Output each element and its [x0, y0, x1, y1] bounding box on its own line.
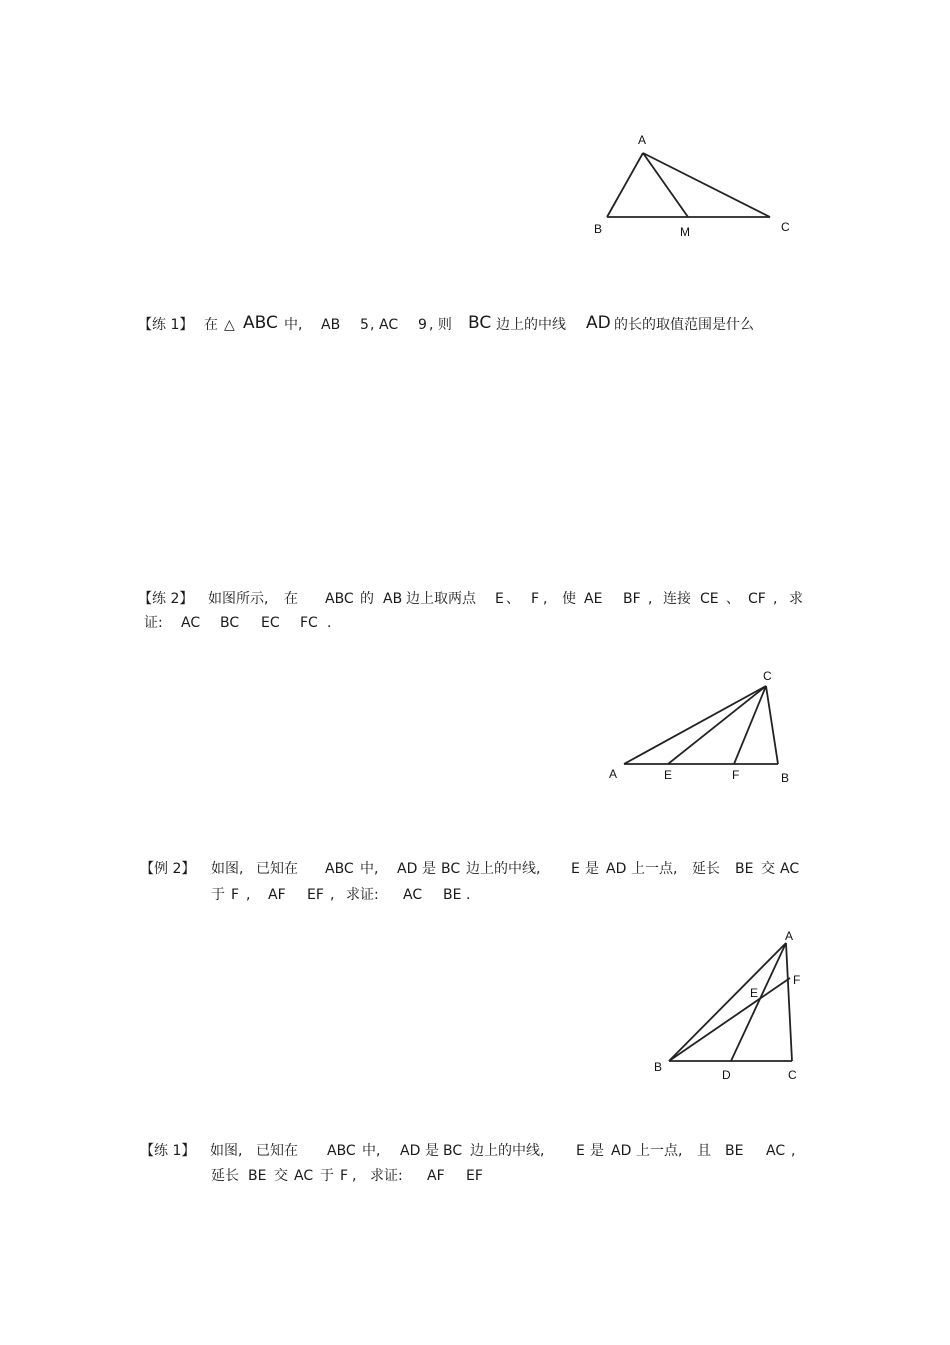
math-ac: AC: [780, 861, 800, 877]
text: 延长: [692, 861, 720, 877]
text: 边上取两点: [406, 591, 476, 607]
math-ad: AD: [606, 861, 627, 877]
math-f: F: [231, 887, 240, 903]
figure-triangle-abc-median: [645, 925, 815, 1085]
math-ad: AD: [397, 861, 418, 877]
text: 求: [789, 591, 803, 607]
segment-bc: [766, 686, 778, 764]
text: 交: [761, 861, 775, 877]
math-ab: AB: [321, 317, 341, 333]
problem-tag: 【例 2】: [140, 861, 196, 877]
problem-tag: 【练 1】: [138, 317, 194, 333]
label-e: E: [750, 986, 759, 1000]
text: 如图,: [211, 861, 244, 877]
text: ,: [246, 887, 251, 903]
math-bc: BC: [468, 313, 492, 333]
text: 、: [506, 591, 520, 607]
segment-ac: [624, 686, 766, 764]
text: 于: [211, 887, 225, 903]
math-ef: EF: [466, 1168, 483, 1184]
math-ef: EF: [307, 887, 324, 903]
text: ,: [543, 591, 548, 607]
math-ec: EC: [261, 615, 280, 631]
math-be: BE: [735, 861, 754, 877]
text: 如图,: [210, 1143, 243, 1159]
label-c: C: [788, 1068, 797, 1082]
segment-ab: [669, 943, 786, 1061]
math-ac: AC: [181, 615, 201, 631]
label-m: M: [680, 225, 690, 239]
figure-triangle-aecf: [600, 665, 810, 790]
math-ac: AC: [379, 317, 399, 333]
math-ab: AB: [383, 591, 403, 607]
text: 已知在: [256, 861, 298, 877]
text: ,: [648, 591, 653, 607]
math-abc: ABC: [327, 1143, 356, 1159]
text: ,: [352, 1168, 357, 1184]
text: 是: [585, 861, 599, 877]
label-a: A: [785, 929, 794, 943]
text: 边上的中线: [496, 317, 566, 333]
label-e: E: [664, 768, 673, 782]
text: 已知在: [256, 1143, 298, 1159]
label-b: B: [781, 771, 790, 785]
label-f: F: [793, 973, 801, 987]
text: 如图所示,: [208, 591, 269, 607]
math-ad: AD: [611, 1143, 632, 1159]
math-ad: AD: [586, 313, 611, 333]
math-be: BE: [725, 1143, 744, 1159]
text: 求证:: [346, 887, 379, 903]
text: 上一点,: [636, 1143, 683, 1159]
text: 在: [204, 317, 218, 333]
label-c: C: [781, 220, 790, 234]
triangle-symbol: △: [224, 317, 235, 333]
math-e: E: [576, 1143, 585, 1159]
text: ,: [773, 591, 778, 607]
text: ,: [791, 1143, 796, 1159]
text: 连接: [663, 591, 691, 607]
math-f: F: [340, 1168, 349, 1184]
text: 的长的取值范围是什么: [614, 317, 754, 333]
math-fc: FC: [300, 615, 318, 631]
text: 的: [360, 591, 374, 607]
figure-triangle-abm: [580, 125, 800, 245]
text: .: [466, 887, 471, 903]
text: ,: [330, 887, 335, 903]
label-c: C: [763, 669, 772, 683]
text: 交: [274, 1168, 288, 1184]
label-b: B: [594, 222, 603, 236]
math-bf: BF: [623, 591, 641, 607]
math-e: E: [571, 861, 580, 877]
math-ae: AE: [584, 591, 603, 607]
problem-tag: 【练 1】: [140, 1143, 196, 1159]
math-ce: CE: [700, 591, 719, 607]
math-e: E: [495, 591, 504, 607]
text: 求证:: [370, 1168, 403, 1184]
math-af: AF: [427, 1168, 445, 1184]
text: 是: [422, 861, 436, 877]
math-abc: ABC: [325, 591, 354, 607]
text: 是: [590, 1143, 604, 1159]
math-af: AF: [268, 887, 286, 903]
label-f: F: [732, 768, 740, 782]
segment-ec: [668, 686, 766, 764]
label-a: A: [609, 767, 618, 781]
text: 中,: [362, 1143, 381, 1159]
segment-am: [643, 153, 688, 217]
text: 边上的中线,: [466, 861, 541, 877]
segment-bf: [669, 978, 790, 1061]
segment-ac: [786, 943, 792, 1061]
math-ac: AC: [403, 887, 423, 903]
segment-ad: [731, 943, 786, 1061]
math-be: BE: [443, 887, 462, 903]
problem-tag: 【练 2】: [138, 591, 194, 607]
text: , 则: [429, 317, 452, 333]
math-be: BE: [248, 1168, 267, 1184]
text: 于: [320, 1168, 334, 1184]
text: .: [327, 615, 332, 631]
label-b: B: [654, 1060, 663, 1074]
math-9: 9: [418, 317, 427, 333]
label-d: D: [722, 1068, 731, 1082]
math-ad: AD: [400, 1143, 421, 1159]
math-bc: BC: [220, 615, 240, 631]
math-bc: BC: [441, 861, 461, 877]
text: 中,: [284, 317, 303, 333]
math-abc: ABC: [325, 861, 354, 877]
text: 延长: [211, 1168, 239, 1184]
math-ac: AC: [294, 1168, 314, 1184]
text: 是: [425, 1143, 439, 1159]
text: 且: [697, 1143, 711, 1159]
label-a: A: [638, 133, 647, 147]
text: ,: [370, 317, 375, 333]
segment-ab: [607, 153, 643, 217]
text: 使: [562, 591, 576, 607]
math-bc: BC: [443, 1143, 463, 1159]
text: 中,: [360, 861, 379, 877]
math-ac: AC: [766, 1143, 786, 1159]
math-f: F: [531, 591, 540, 607]
math-abc: ABC: [243, 313, 278, 333]
text: 在: [284, 591, 298, 607]
math-5: 5: [360, 317, 369, 333]
segment-ac: [643, 153, 770, 217]
text: 上一点,: [631, 861, 678, 877]
text: 证:: [144, 615, 163, 631]
text: 边上的中线,: [470, 1143, 545, 1159]
math-cf: CF: [748, 591, 766, 607]
text: 、: [726, 591, 740, 607]
